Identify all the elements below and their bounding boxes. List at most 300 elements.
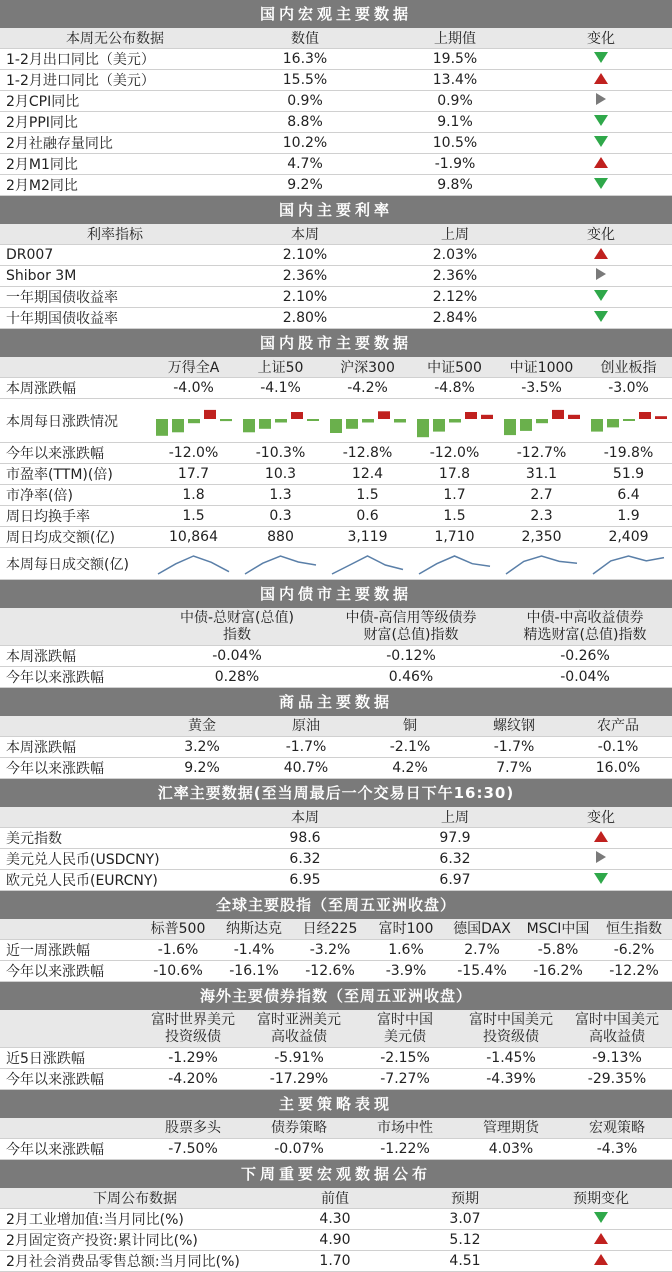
down-triangle-icon: [594, 52, 608, 63]
value-cell: -1.7%: [493, 739, 535, 755]
value-cell: 9.2%: [287, 177, 323, 193]
row-label: 本周每日成交额(亿): [6, 556, 129, 573]
value-cell: 6.4: [617, 487, 640, 503]
column-header: 万得全A: [167, 360, 220, 376]
value-cell: -12.0%: [429, 445, 480, 461]
column-header: 原油: [292, 717, 320, 734]
value-cell: 98.6: [289, 830, 321, 846]
volume-sparkline: [585, 550, 672, 578]
value-cell: -16.2%: [533, 963, 583, 979]
column-header-line: 富时世界美元: [151, 1011, 235, 1028]
value-cell: -4.39%: [486, 1071, 536, 1087]
value-cell: 0.46%: [388, 669, 434, 685]
column-header: 本周: [291, 810, 319, 826]
daily-bars-cell: [324, 401, 411, 441]
table-header-row: [0, 224, 672, 245]
section-header: 商品主要数据: [0, 688, 672, 716]
row-label: 本周每日涨跌情况: [6, 413, 118, 430]
value-cell: 2.7: [530, 487, 553, 503]
row-label: 市盈率(TTM)(倍): [6, 467, 113, 483]
change-cell: [530, 156, 672, 172]
table-row: [0, 443, 672, 464]
down-triangle-icon: [594, 873, 608, 884]
section-header: 国内主要利率: [0, 196, 672, 224]
column-header: 变化: [587, 227, 615, 243]
column-header: 预期: [451, 1191, 479, 1207]
change-cell: [530, 1253, 672, 1269]
table-header-row: [0, 807, 672, 828]
row-label: 2月M2同比: [6, 178, 78, 194]
column-header: 上期值: [434, 31, 476, 47]
column-header: 富时100: [378, 920, 434, 937]
column-header-line: 富时亚洲美元: [257, 1011, 341, 1028]
value-cell: 0.28%: [214, 669, 260, 685]
up-triangle-icon: [594, 1254, 608, 1265]
value-cell: -1.6%: [157, 942, 199, 958]
column-header-line: 精选财富(总值)指数: [523, 626, 647, 643]
table-row: [0, 1251, 672, 1272]
value-cell: 1.6%: [388, 942, 424, 958]
value-cell: -0.1%: [597, 739, 639, 755]
value-cell: 6.32: [289, 851, 321, 867]
sparkline-cell: [585, 550, 672, 578]
value-cell: -1.4%: [233, 942, 275, 958]
volume-line: [506, 556, 577, 574]
row-label: 今年以来涨跌幅: [6, 446, 104, 462]
table-row: [0, 961, 672, 982]
value-cell: -7.27%: [380, 1071, 430, 1087]
value-cell: -4.1%: [260, 380, 301, 396]
column-header: 上周: [441, 227, 469, 243]
value-cell: -4.0%: [173, 380, 214, 396]
up-triangle-icon: [594, 1233, 608, 1244]
daily-volume-row: [0, 548, 672, 580]
table-row: [0, 737, 672, 758]
daily-change-bar: [607, 419, 619, 427]
prev-cell: 6.32: [439, 851, 471, 867]
value-cell: -9.13%: [592, 1050, 642, 1066]
row-label: 近5日涨跌幅: [6, 1051, 85, 1067]
value-cell: 4.90: [319, 1232, 351, 1248]
daily-change-bar: [449, 419, 461, 423]
value-cell: 15.5%: [282, 72, 328, 88]
prev-cell: 4.51: [449, 1253, 481, 1269]
volume-sparkline: [237, 550, 324, 578]
value-cell: -0.04%: [560, 669, 610, 685]
table-header-row: [0, 1010, 672, 1048]
row-label: 近一周涨跌幅: [6, 943, 90, 959]
value-cell: -3.2%: [309, 942, 351, 958]
daily-change-bar: [156, 419, 168, 436]
value-cell: 10,864: [169, 529, 218, 545]
section-header: 国内股市主要数据: [0, 329, 672, 357]
row-label: 今年以来涨跌幅: [6, 1072, 104, 1088]
prev-cell: -1.9%: [434, 156, 476, 172]
daily-change-bar: [465, 412, 477, 419]
daily-change-bar: [346, 419, 358, 429]
column-header: 债券策略: [271, 1119, 327, 1136]
row-label: 周日均成交额(亿): [6, 530, 115, 546]
value-cell: 2.10%: [282, 247, 328, 263]
column-header: 股票多头: [165, 1119, 221, 1136]
value-cell: 40.7%: [283, 760, 329, 776]
value-cell: 0.9%: [287, 93, 323, 109]
daily-bars-cell: [150, 401, 237, 441]
column-header-line: 高收益债: [589, 1028, 645, 1045]
table-row: [0, 646, 672, 667]
column-header: 纳斯达克: [226, 920, 282, 937]
daily-bars-cell: [411, 401, 498, 441]
value-cell: -17.29%: [269, 1071, 329, 1087]
row-label: 美元兑人民币(USDCNY): [6, 852, 160, 868]
daily-change-bar: [243, 419, 255, 432]
table-row: [0, 245, 672, 266]
daily-change-bar: [172, 419, 184, 432]
sparkline-cell: [411, 550, 498, 578]
value-cell: 17.7: [177, 466, 210, 482]
row-label: 1-2月进口同比（美元）: [6, 73, 155, 89]
value-cell: 10.2%: [282, 135, 328, 151]
value-cell: 2,409: [608, 529, 649, 545]
section-header: 主要策略表现: [0, 1090, 672, 1118]
daily-change-bar: [481, 414, 493, 418]
row-label: DR007: [6, 247, 54, 263]
table-row: [0, 112, 672, 133]
column-header: 市场中性: [377, 1119, 433, 1136]
down-triangle-icon: [594, 178, 608, 189]
value-cell: 51.9: [612, 466, 645, 482]
prev-cell: 9.1%: [437, 114, 473, 130]
row-label: 2月社会消费品零售总额:当月同比(%): [6, 1254, 240, 1270]
column-header: 变化: [587, 810, 615, 826]
value-cell: -12.7%: [516, 445, 567, 461]
row-label: 今年以来涨跌幅: [6, 1142, 104, 1158]
column-header-line: 财富(总值)指数: [363, 626, 459, 643]
column-header-line: 富时中国美元: [575, 1011, 659, 1028]
down-triangle-icon: [594, 311, 608, 322]
prev-cell: 2.36%: [432, 268, 478, 284]
column-header-line: 投资级债: [165, 1028, 221, 1045]
value-cell: 12.4: [351, 466, 384, 482]
daily-change-bar: [623, 419, 635, 421]
daily-change-bar: [362, 419, 374, 423]
table-row: [0, 1230, 672, 1251]
daily-change-bar: [378, 411, 390, 419]
row-label: 市净率(倍): [6, 488, 73, 504]
daily-change-bar: [568, 414, 580, 418]
row-label: 2月社融存量同比: [6, 136, 113, 152]
value-cell: -2.1%: [389, 739, 431, 755]
column-header: 管理期货: [483, 1119, 539, 1136]
value-cell: -7.50%: [168, 1141, 218, 1157]
table-row: [0, 378, 672, 399]
value-cell: 31.1: [525, 466, 558, 482]
value-cell: 1.5: [356, 487, 379, 503]
column-header: [564, 1012, 670, 1046]
daily-change-bar: [259, 419, 271, 429]
table-row: [0, 308, 672, 329]
value-cell: -3.5%: [521, 380, 562, 396]
value-cell: 2.80%: [282, 310, 328, 326]
change-cell: [530, 247, 672, 263]
value-cell: 0.3: [269, 508, 292, 524]
change-cell: [530, 114, 672, 130]
daily-change-bar: [655, 416, 667, 419]
up-triangle-icon: [594, 73, 608, 84]
row-label: 2月PPI同比: [6, 115, 78, 131]
prev-cell: 19.5%: [432, 51, 478, 67]
table-header-row: [0, 357, 672, 378]
table-row: [0, 667, 672, 688]
table-header-row: [0, 1118, 672, 1139]
daily-bar-chart: [498, 401, 585, 441]
row-label: 2月M1同比: [6, 157, 78, 173]
daily-change-bar: [639, 412, 651, 419]
daily-change-bar: [520, 419, 532, 431]
change-cell: [530, 72, 672, 88]
flat-triangle-icon: [596, 851, 606, 863]
daily-bar-chart: [324, 401, 411, 441]
column-header: 德国DAX: [453, 920, 511, 937]
change-cell: [530, 51, 672, 67]
value-cell: 1.9: [617, 508, 640, 524]
volume-sparkline: [324, 550, 411, 578]
table-row: [0, 1069, 672, 1090]
column-header: [458, 1012, 564, 1046]
prev-cell: 9.8%: [437, 177, 473, 193]
value-cell: -1.22%: [380, 1141, 430, 1157]
daily-bar-chart: [237, 401, 324, 441]
volume-line: [158, 556, 229, 574]
value-cell: 2.36%: [282, 268, 328, 284]
column-header: 下周公布数据: [93, 1191, 177, 1207]
column-header: 中证500: [427, 360, 482, 376]
value-cell: 17.8: [438, 466, 471, 482]
prev-cell: 10.5%: [432, 135, 478, 151]
volume-line: [332, 556, 403, 574]
prev-cell: 0.9%: [437, 93, 473, 109]
value-cell: 16.0%: [595, 760, 641, 776]
value-cell: 1.3: [269, 487, 292, 503]
table-row: [0, 828, 672, 849]
table-row: [0, 266, 672, 287]
value-cell: -4.20%: [168, 1071, 218, 1087]
table-row: [0, 849, 672, 870]
value-cell: -4.2%: [347, 380, 388, 396]
change-cell: [530, 310, 672, 326]
change-cell: [530, 268, 672, 284]
table-header-row: [0, 608, 672, 646]
value-cell: -15.4%: [457, 963, 507, 979]
value-cell: -19.8%: [603, 445, 654, 461]
section-header: 汇率主要数据(至当周最后一个交易日下午16:30): [0, 779, 672, 807]
column-header: 预期变化: [573, 1191, 629, 1207]
value-cell: 3,119: [347, 529, 388, 545]
column-header: 本周无公布数据: [66, 31, 164, 47]
value-cell: -16.1%: [229, 963, 279, 979]
value-cell: -12.0%: [168, 445, 219, 461]
change-cell: [530, 177, 672, 193]
daily-bars-row: [0, 399, 672, 443]
table-row: [0, 133, 672, 154]
value-cell: -12.8%: [342, 445, 393, 461]
value-cell: -4.3%: [596, 1141, 638, 1157]
column-header: 日经225: [302, 920, 358, 937]
column-header: [352, 1012, 458, 1046]
value-cell: 1.70: [319, 1253, 351, 1269]
value-cell: -0.04%: [212, 648, 262, 664]
column-header-line: 投资级债: [483, 1028, 539, 1045]
value-cell: 4.7%: [287, 156, 323, 172]
column-header: 沪深300: [340, 360, 395, 376]
value-cell: 8.8%: [287, 114, 323, 130]
prev-cell: 2.12%: [432, 289, 478, 305]
column-header: 利率指标: [87, 227, 143, 243]
table-header-row: [0, 1188, 672, 1209]
down-triangle-icon: [594, 115, 608, 126]
value-cell: -12.6%: [305, 963, 355, 979]
prev-cell: 2.03%: [432, 247, 478, 263]
column-header-line: 美元债: [384, 1028, 426, 1045]
table-header-row: [0, 28, 672, 49]
value-cell: 2.7%: [464, 942, 500, 958]
change-cell: [530, 830, 672, 846]
prev-cell: 2.84%: [432, 310, 478, 326]
table-row: [0, 506, 672, 527]
value-cell: 4.03%: [488, 1141, 534, 1157]
prev-cell: 3.07: [449, 1211, 481, 1227]
value-cell: -10.6%: [153, 963, 203, 979]
row-label: Shibor 3M: [6, 268, 77, 284]
column-header: 前值: [321, 1191, 349, 1207]
table-row: [0, 870, 672, 891]
change-cell: [530, 1232, 672, 1248]
column-header: [150, 610, 324, 644]
value-cell: -29.35%: [587, 1071, 647, 1087]
table-row: [0, 287, 672, 308]
row-label: 十年期国债收益率: [6, 311, 118, 327]
down-triangle-icon: [594, 136, 608, 147]
flat-triangle-icon: [596, 93, 606, 105]
change-cell: [530, 1211, 672, 1227]
sparkline-cell: [498, 550, 585, 578]
column-header-line: 中债-高信用等级债券: [345, 609, 477, 626]
down-triangle-icon: [594, 1212, 608, 1223]
daily-change-bar: [188, 419, 200, 423]
change-cell: [530, 93, 672, 109]
section-header: 国内宏观主要数据: [0, 0, 672, 28]
daily-bar-chart: [585, 401, 672, 441]
column-header: 宏观策略: [589, 1119, 645, 1136]
column-header: 数值: [291, 31, 319, 47]
prev-cell: 97.9: [439, 830, 471, 846]
value-cell: -0.12%: [386, 648, 436, 664]
row-label: 1-2月出口同比（美元）: [6, 52, 155, 68]
column-header-line: 富时中国美元: [469, 1011, 553, 1028]
table-row: [0, 940, 672, 961]
section-header: 海外主要债券指数（至周五亚洲收盘）: [0, 982, 672, 1010]
value-cell: -4.8%: [434, 380, 475, 396]
value-cell: -1.45%: [486, 1050, 536, 1066]
column-header: 螺纹钢: [493, 717, 535, 734]
column-header: 上证50: [257, 360, 304, 376]
column-header: 创业板指: [600, 360, 657, 376]
change-cell: [530, 872, 672, 888]
table-row: [0, 154, 672, 175]
value-cell: 1.5: [443, 508, 466, 524]
table-header-row: [0, 919, 672, 940]
value-cell: -1.7%: [285, 739, 327, 755]
value-cell: -10.3%: [255, 445, 306, 461]
volume-line: [245, 556, 316, 574]
table-row: [0, 527, 672, 548]
daily-change-bar: [536, 419, 548, 423]
column-header-line: 指数: [223, 626, 251, 643]
daily-change-bar: [220, 419, 232, 421]
value-cell: -1.29%: [168, 1050, 218, 1066]
sparkline-cell: [150, 550, 237, 578]
table-row: [0, 70, 672, 91]
daily-change-bar: [417, 419, 429, 437]
value-cell: 2,350: [521, 529, 562, 545]
volume-sparkline: [411, 550, 498, 578]
row-label: 周日均换手率: [6, 509, 90, 525]
value-cell: 2.10%: [282, 289, 328, 305]
volume-line: [419, 556, 490, 574]
value-cell: -0.07%: [274, 1141, 324, 1157]
daily-change-bar: [591, 419, 603, 432]
table-row: [0, 1209, 672, 1230]
value-cell: -3.9%: [385, 963, 427, 979]
daily-change-bar: [204, 409, 216, 418]
column-header: 铜: [403, 717, 417, 734]
volume-sparkline: [498, 550, 585, 578]
row-label: 2月CPI同比: [6, 94, 80, 110]
column-header: 上周: [441, 810, 469, 826]
daily-change-bar: [291, 412, 303, 419]
value-cell: 4.30: [319, 1211, 351, 1227]
value-cell: -5.8%: [537, 942, 579, 958]
section-header: 全球主要股指（至周五亚洲收盘）: [0, 891, 672, 919]
row-label: 欧元兑人民币(EURCNY): [6, 873, 158, 889]
value-cell: -3.0%: [608, 380, 649, 396]
volume-line: [593, 556, 664, 574]
column-header: 变化: [587, 31, 615, 47]
column-header: MSCI中国: [526, 920, 590, 937]
row-label: 2月工业增加值:当月同比(%): [6, 1212, 184, 1228]
daily-bars-cell: [237, 401, 324, 441]
column-header-line: 中债-中高收益债券: [526, 609, 644, 626]
table-row: [0, 485, 672, 506]
value-cell: 1,710: [434, 529, 475, 545]
prev-cell: 6.97: [439, 872, 471, 888]
value-cell: 4.2%: [392, 760, 428, 776]
value-cell: -12.2%: [609, 963, 659, 979]
value-cell: 2.3: [530, 508, 553, 524]
row-label: 本周涨跌幅: [6, 649, 76, 665]
daily-bar-chart: [150, 401, 237, 441]
row-label: 2月固定资产投资:累计同比(%): [6, 1233, 198, 1249]
section-header: 下周重要宏观数据公布: [0, 1160, 672, 1188]
column-header: [498, 610, 672, 644]
column-header: 农产品: [597, 717, 639, 734]
table-row: [0, 91, 672, 112]
section-header: 国内债市主要数据: [0, 580, 672, 608]
value-cell: 16.3%: [282, 51, 328, 67]
flat-triangle-icon: [596, 268, 606, 280]
change-cell: [530, 851, 672, 867]
value-cell: 10.3: [264, 466, 297, 482]
